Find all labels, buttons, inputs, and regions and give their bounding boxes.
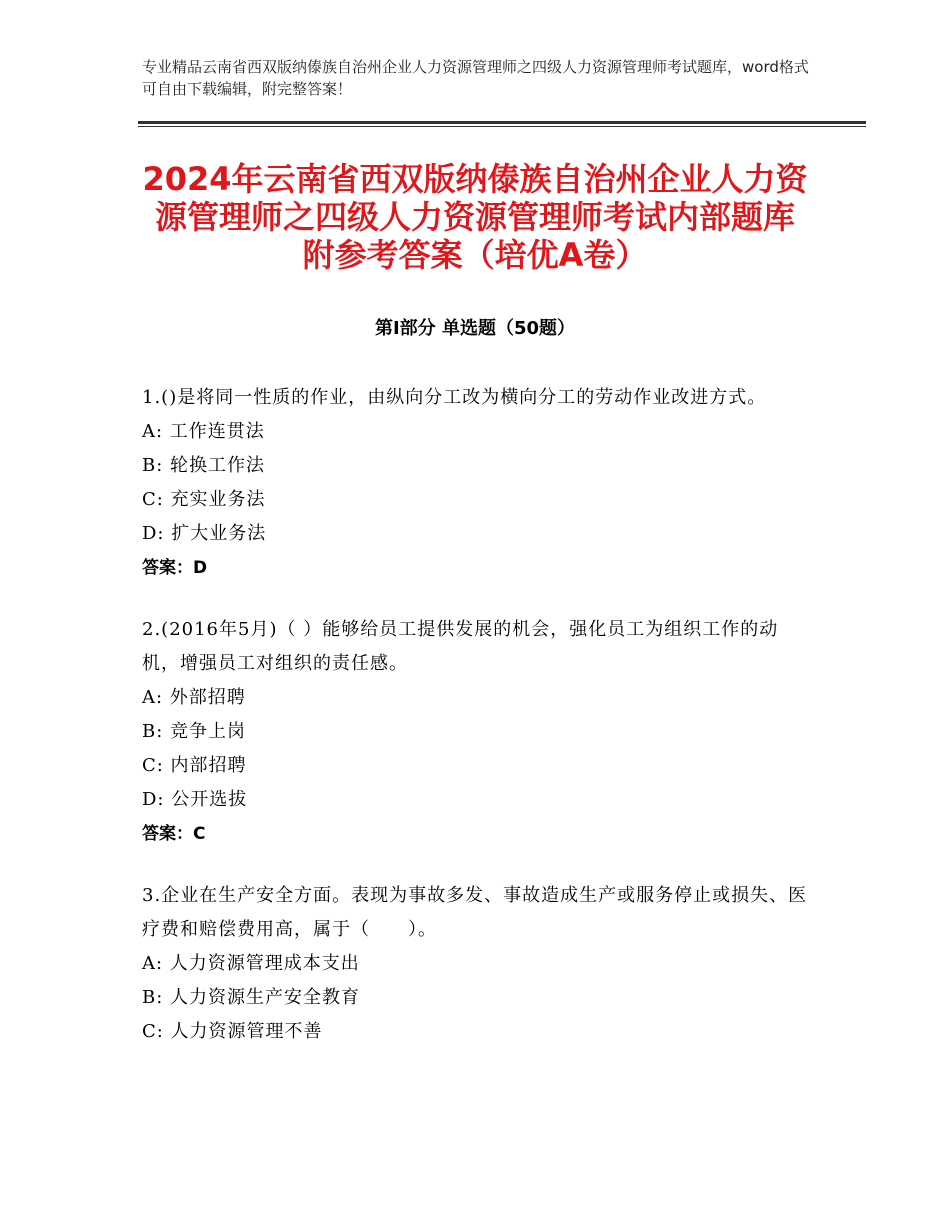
option-c: C: 充实业务法 xyxy=(142,489,266,510)
option-d: D: 扩大业务法 xyxy=(142,523,267,544)
option-c: C: 内部招聘 xyxy=(142,755,247,776)
question-stem: 1.()是将同一性质的作业，由纵向分工改为横向分工的劳动作业改进方式。 xyxy=(142,387,767,408)
question-stem: 2.(2016年5月)（ ）能够给员工提供发展的机会，强化员工为组织工作的动机，增强员工对组织的责任感。 xyxy=(142,619,779,674)
question-3 xyxy=(142,879,812,1049)
header-note: 专业精品云南省西双版纳傣族自治州企业人力资源管理师之四级人力资源管理师考试题库，word格式可自由下载编辑，附完整答案！ xyxy=(142,58,809,98)
option-b: B: 轮换工作法 xyxy=(142,455,266,476)
question-2 xyxy=(142,613,812,851)
question-list xyxy=(142,381,812,1077)
question-stem: 3.企业在生产安全方面。表现为事故多发、事故造成生产或服务停止或损失、医疗费和赔偿费用高，属于（ ）。 xyxy=(142,885,808,940)
answer: 答案：D xyxy=(142,558,208,578)
question-1 xyxy=(142,381,812,585)
option-b: B: 竞争上岗 xyxy=(142,721,247,742)
option-a: A: 人力资源管理成本支出 xyxy=(142,953,360,974)
header-divider-thick xyxy=(138,121,866,124)
answer: 答案：C xyxy=(142,824,206,844)
option-d: D: 公开选拔 xyxy=(142,789,248,810)
option-a: A: 工作连贯法 xyxy=(142,421,265,442)
option-a: A: 外部招聘 xyxy=(142,687,246,708)
document-title: 2024年云南省西双版纳傣族自治州企业人力资源管理师之四级人力资源管理师考试内部题库附参考答案（培优A卷） xyxy=(142,160,808,274)
option-b: B: 人力资源生产安全教育 xyxy=(142,987,361,1008)
option-c: C: 人力资源管理不善 xyxy=(142,1021,323,1042)
header-divider-thin xyxy=(138,126,866,127)
section-title: 第Ⅰ部分 单选题（50题） xyxy=(374,318,575,339)
